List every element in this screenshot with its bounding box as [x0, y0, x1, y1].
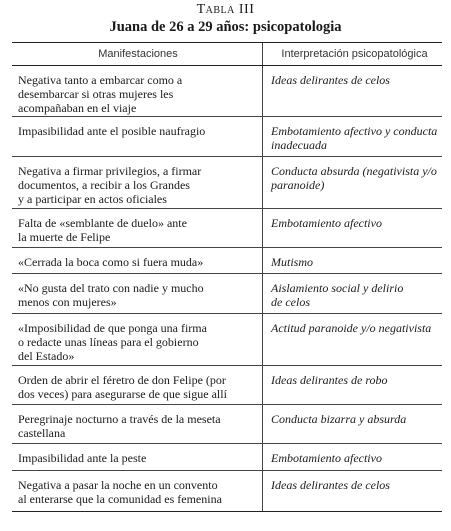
manifestation-line: Impasibilidad ante la peste — [18, 451, 147, 465]
manifestation-line: menos con mujeres» — [18, 295, 117, 309]
interpretation-line: Actitud paranoide y/o negativista — [271, 321, 432, 335]
table-row — [12, 405, 442, 444]
manifestation-line: castellana — [18, 426, 66, 440]
table-header-row — [12, 43, 442, 66]
manifestation-line: dos veces) para asegurarse de que sigue allí — [18, 387, 227, 401]
manifestation-line: «Cerrada la boca como si fuera muda» — [18, 255, 204, 269]
interpretation-line: Ideas delirantes de celos — [271, 478, 390, 492]
interpretation-cell — [262, 117, 442, 156]
interpretation-cell — [262, 66, 442, 116]
manifestation-cell — [12, 248, 262, 273]
manifestation-cell — [12, 157, 262, 208]
manifestation-line: acompañaban en el viaje — [18, 101, 137, 115]
interpretation-line: Embotamiento afectivo — [271, 216, 382, 230]
interpretation-cell — [262, 471, 442, 511]
manifestation-cell — [12, 209, 262, 247]
manifestation-line: «No gusta del trato con nadie y mucho — [18, 281, 204, 295]
table-row — [12, 471, 442, 511]
interpretation-cell — [262, 209, 442, 247]
interpretation-cell — [262, 366, 442, 404]
manifestation-line: la muerte de Felipe — [18, 230, 111, 244]
interpretation-line: Ideas delirantes de celos — [271, 73, 390, 87]
interpretation-line: Conducta absurda (negativista y/o — [271, 164, 437, 178]
table-body — [12, 66, 442, 511]
manifestation-cell — [12, 444, 262, 470]
header-manifestaciones: Manifestaciones — [98, 48, 178, 60]
manifestation-line: y a participar en actos oficiales — [18, 192, 167, 206]
manifestation-cell — [12, 471, 262, 511]
manifestation-cell — [12, 66, 262, 116]
table-row — [12, 209, 442, 248]
manifestation-line: o redacte unas líneas para el gobierno — [18, 335, 199, 349]
interpretation-line: inadecuada — [271, 138, 327, 152]
interpretation-line: Ideas delirantes de robo — [271, 373, 388, 387]
manifestation-line: Falta de «semblante de duelo» ante — [18, 216, 187, 230]
table-row — [12, 314, 442, 366]
interpretation-line: de celos — [271, 295, 310, 309]
manifestation-cell — [12, 405, 262, 443]
interpretation-line: Conducta bizarra y absurda — [271, 412, 407, 426]
manifestation-line: Negativa a firmar privilegios, a firmar — [18, 164, 202, 178]
interpretation-cell — [262, 157, 442, 208]
table-row — [12, 366, 442, 405]
interpretation-line: Aislamiento social y delirio — [271, 281, 404, 295]
interpretation-line: Mutismo — [271, 255, 313, 269]
table-row — [12, 66, 442, 117]
manifestation-cell — [12, 314, 262, 365]
manifestation-line: «Imposibilidad de que ponga una firma — [18, 321, 207, 335]
interpretation-cell — [262, 314, 442, 365]
manifestation-line: al enterarse que la comunidad es femenina — [18, 492, 222, 506]
table-row — [12, 117, 442, 157]
table-row — [12, 248, 442, 274]
manifestation-line: Negativa tanto a embarcar como a — [18, 73, 183, 87]
interpretation-line: paranoide) — [271, 178, 325, 192]
manifestation-line: documentos, a recibir a los Grandes — [18, 178, 190, 192]
interpretation-cell — [262, 248, 442, 273]
table-title: Juana de 26 a 29 años: psicopatologia — [109, 19, 342, 35]
interpretation-cell — [262, 444, 442, 470]
manifestation-line: desembarcar si otras mujeres les — [18, 87, 174, 101]
manifestation-line: Impasibilidad ante el posible naufragio — [18, 124, 206, 138]
interpretation-line: Embotamiento afectivo y conducta — [271, 124, 438, 138]
interpretation-line: Embotamiento afectivo — [271, 451, 382, 465]
manifestation-cell — [12, 117, 262, 156]
table-row — [12, 274, 442, 314]
table-row — [12, 157, 442, 209]
manifestation-line: Peregrinaje nocturno a través de la meseta — [18, 412, 221, 426]
table-row — [12, 444, 442, 471]
table-label: Tabla III — [196, 2, 255, 17]
manifestation-line: del Estado» — [18, 349, 75, 363]
interpretation-cell — [262, 274, 442, 313]
manifestation-cell — [12, 274, 262, 313]
manifestation-line: Negativa a pasar la noche en un convento — [18, 478, 218, 492]
psychopathology-table — [12, 42, 442, 512]
header-interpretacion: Interpretación psicopatológica — [262, 43, 442, 65]
manifestation-cell — [12, 366, 262, 404]
manifestation-line: Orden de abrir el féretro de don Felipe (por — [18, 373, 226, 387]
interpretation-cell — [262, 405, 442, 443]
